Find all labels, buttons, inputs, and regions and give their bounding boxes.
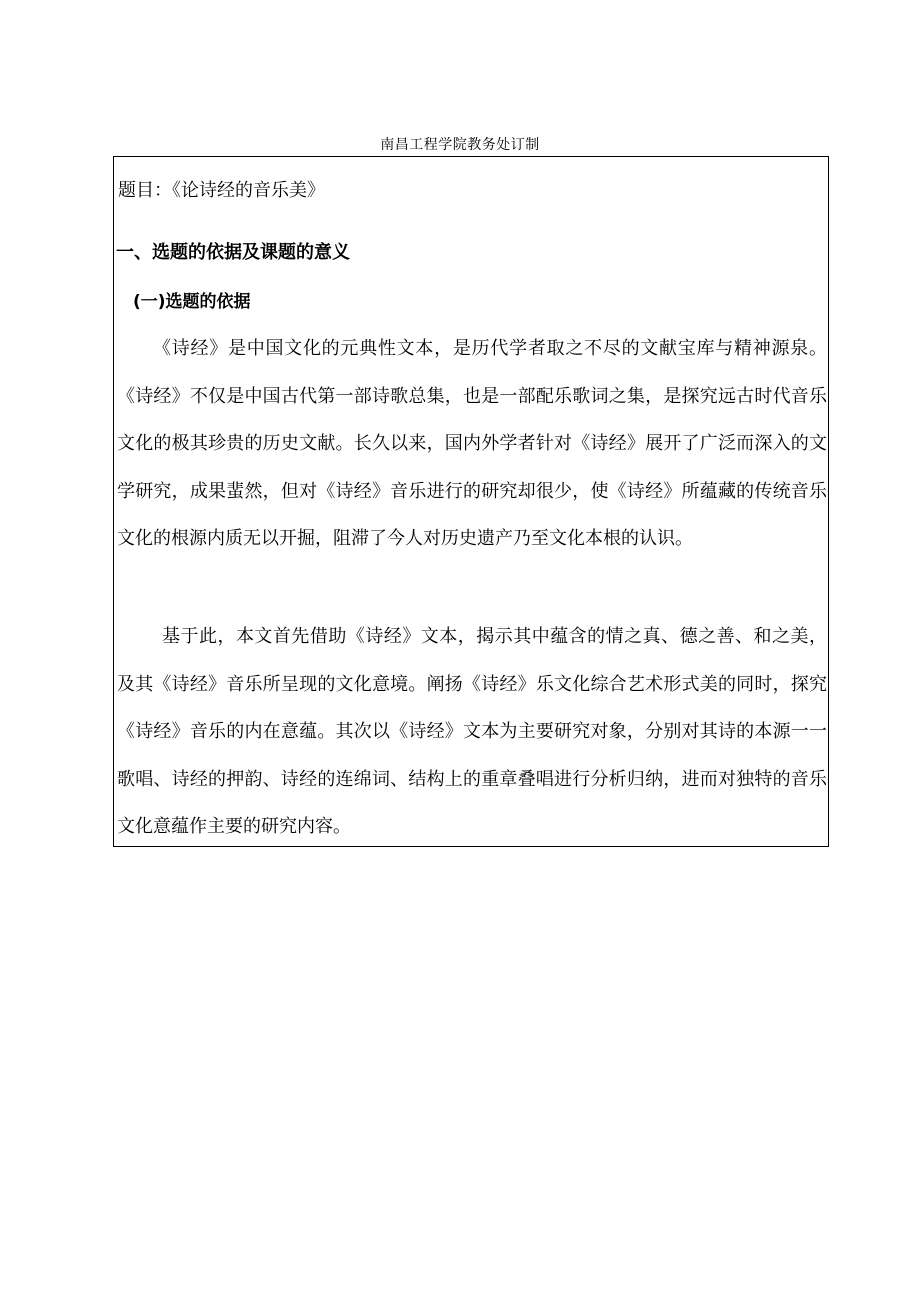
page-header-org: 南昌工程学院教务处订制 — [380, 137, 540, 153]
document-content-box — [113, 156, 829, 847]
document-title: 题目：《论诗经的音乐美》 — [118, 180, 325, 201]
paragraph-approach: 基于此，本文首先借助《诗经》文本，揭示其中蕴含的情之真、德之善、和之美，及其《诗经》音乐所呈现的文化意境。阐扬《诗经》乐文化综合艺术形式美的同时，探究《诗经》音乐的内在意蕴。其次以《诗经》文本为主要研究对象，分别对其诗的本源一一歌唱、诗经的押韵、诗经的连绵词、结构上的重章叠唱进行分析归纳，进而对独特的音乐文化意蕴作主要的研究内容。 — [117, 626, 827, 838]
section-heading: 一、选题的依据及课题的意义 — [116, 242, 350, 263]
paragraph-basis: 《诗经》是中国文化的元典性文本，是历代学者取之不尽的文献宝库与精神源泉。《诗经》不仅是中国古代第一部诗歌总集，也是一部配乐歌词之集，是探究远古时代音乐文化的极其珍贵的历史文献。长久以来，国内外学者针对《诗经》展开了广泛而深入的文学研究，成果蜚然，但对《诗经》音乐进行的研究却很少，使《诗经》所蕴藏的传统音乐文化的根源内质无以开掘，阻滞了今人对历史遗产乃至文化本根的认识。 — [117, 338, 827, 550]
sub-heading: (一)选题的依据 — [133, 292, 251, 312]
